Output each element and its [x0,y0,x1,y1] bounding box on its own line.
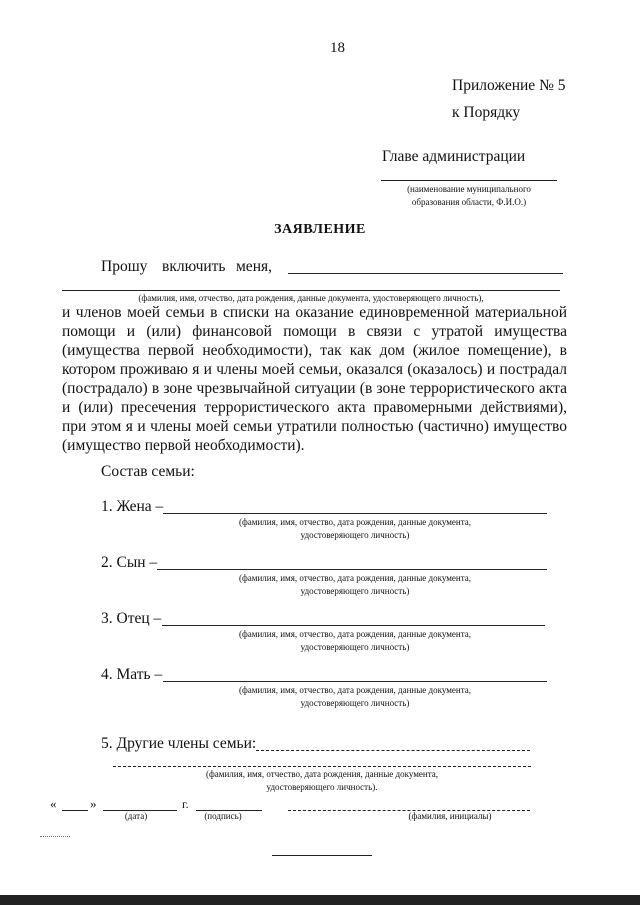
addressee-note-1: (наименование муниципального [407,184,531,194]
request-word-3: меня, [236,258,272,275]
family-member-note-2: удостоверяющего личность) [300,586,410,596]
addressee-line [381,180,557,181]
other-members-field[interactable] [256,750,530,751]
family-member-note-1: (фамилия, имя, отчество, дата рождения, данные документа, [238,573,472,583]
applicant-name-field[interactable] [288,273,563,274]
other-members-note-1: (фамилия, имя, отчество, дата рождения, данные документа, [205,769,439,779]
addressee-title: Главе администрации [382,148,526,165]
family-member-field[interactable] [162,625,545,626]
other-members-field-2[interactable] [113,766,531,767]
family-member-note-2: удостоверяющего личность) [300,530,410,540]
other-members-label: 5. Другие члены семьи: [101,735,257,752]
date-quote-open: « [50,796,57,811]
date-quote-close: » [90,796,97,811]
family-member-note-1: (фамилия, имя, отчество, дата рождения, данные документа, [238,517,472,527]
family-member-label: 2. Сын – [101,554,158,571]
appendix-order: к Порядку [452,104,521,121]
page-number: 18 [330,40,345,56]
document-title: ЗАЯВЛЕНИЕ [274,222,366,237]
footer-separator [272,855,372,856]
request-word-2: включить [162,258,226,275]
family-heading: Состав семьи: [101,463,195,480]
family-member-label: 3. Отец – [101,610,162,627]
request-word-1: Прошу [101,258,148,275]
date-label: (дата) [124,811,148,821]
appendix-number: Приложение № 5 [452,77,566,94]
family-member-note-2: удостоверяющего личность) [300,642,410,652]
scan-border [0,895,640,905]
margin-mark [40,836,70,837]
addressee-note-2: образования области, Ф.И.О.) [411,197,527,207]
family-member-label: 1. Жена – [101,498,164,515]
family-member-field[interactable] [163,681,547,682]
other-members-note-2: удостоверяющего личность). [266,782,378,792]
family-member-label: 4. Мать – [101,666,163,683]
signature-label: (подпись) [204,811,242,821]
family-member-field[interactable] [157,569,547,570]
family-member-field[interactable] [163,513,547,514]
name-initials-label: (фамилия, инициалы) [408,811,492,821]
date-day-field[interactable] [62,810,88,811]
applicant-name-field-2[interactable] [62,290,560,291]
application-paragraph: и членов моей семьи в списки на оказание единовременной материальной помощи и (или) финансовой помощи в связи с утратой имущества (имущества первой необходимости), так как дом (жилое помещение), в котором проживаю я и члены моей семьи, оказался (оказалось) и пострадал (пострадало) в зоне чрезвычайной ситуации (в зоне террористического акта и (или) пресечения террористического акта правомерными действиями), при этом я и члены моей семьи утратили полностью (частично) имущество (имущество первой необходимости). [62,304,567,454]
family-member-note-2: удостоверяющего личность) [300,698,410,708]
request-note: (фамилия, имя, отчество, дата рождения, данные документа, удостоверяющего личность), [138,293,484,303]
date-year-suffix: г. [182,797,189,811]
family-member-note-1: (фамилия, имя, отчество, дата рождения, данные документа, [238,685,472,695]
family-member-note-1: (фамилия, имя, отчество, дата рождения, данные документа, [238,629,472,639]
